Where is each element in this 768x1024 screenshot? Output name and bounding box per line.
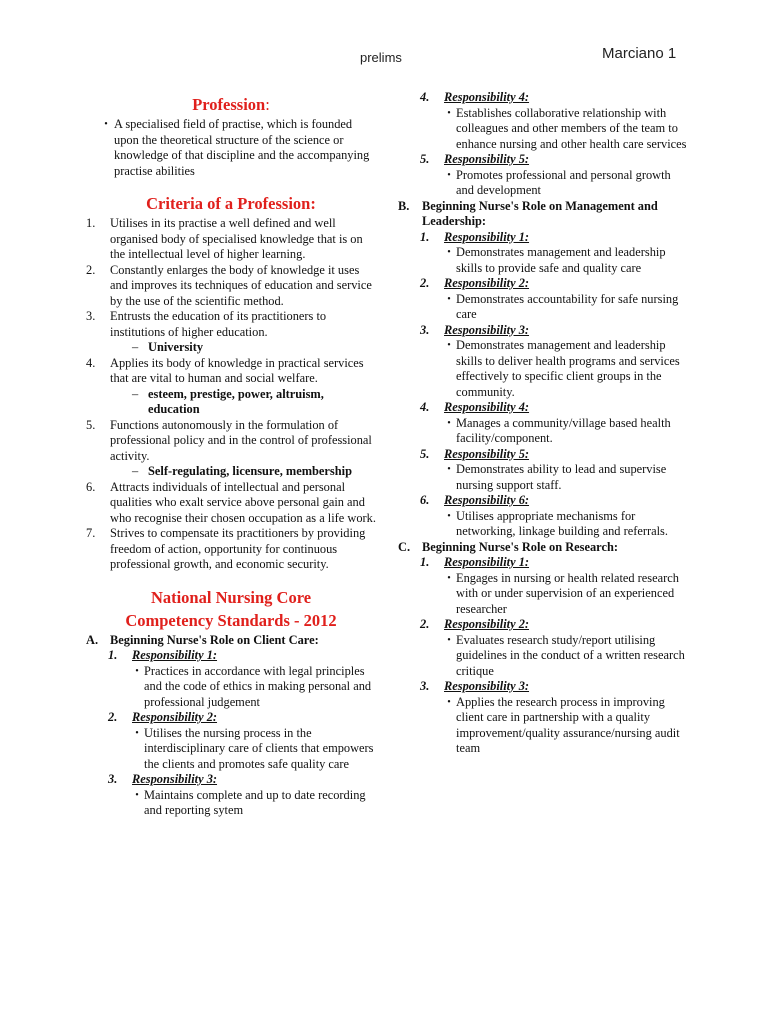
responsibility-description <box>398 338 690 400</box>
section-letter: C. <box>398 539 411 554</box>
responsibility-description <box>398 106 690 153</box>
responsibility-label: Responsibility 2: <box>444 617 530 631</box>
criteria-number: 6. <box>86 479 96 494</box>
responsibility-label: Responsibility 3: <box>444 322 530 337</box>
criteria-number: 5. <box>86 417 96 432</box>
bullet-icon: • <box>447 417 451 429</box>
header-center-text: prelims <box>360 50 402 65</box>
responsibility-number: 5. <box>420 446 430 461</box>
left-column <box>86 90 376 819</box>
responsibility-heading <box>398 276 690 292</box>
criteria-number: 7. <box>86 526 96 540</box>
responsibility-label: Responsibility 3: <box>444 679 530 693</box>
responsibility-description <box>398 416 690 447</box>
responsibility-heading <box>398 323 690 339</box>
responsibility-text: Manages a community/village based health facility/component. <box>456 415 671 445</box>
bullet-icon: • <box>447 340 451 351</box>
section-b-list <box>398 230 690 540</box>
criteria-number: 3. <box>86 309 96 323</box>
responsibility-number: 4. <box>420 400 430 414</box>
section-a-list <box>86 648 376 819</box>
responsibility-heading <box>86 648 376 664</box>
criteria-item <box>86 480 376 527</box>
criteria-subitem-text: esteem, prestige, power, altruism, education <box>148 386 324 416</box>
dash-icon: – <box>132 386 139 401</box>
bullet-icon: • <box>447 572 451 584</box>
responsibility-description <box>86 726 376 773</box>
criteria-number: 2. <box>86 262 96 277</box>
dash-icon: – <box>132 340 139 354</box>
criteria-list <box>86 216 376 573</box>
responsibility-text: Evaluates research study/report utilising guidelines in the conduct of a written research critique <box>456 632 685 678</box>
criteria-subitem <box>86 340 376 356</box>
criteria-text: Functions autonomously in the formulation of professional policy and in the control of professional activity. <box>110 417 372 463</box>
responsibility-text: Maintains complete and up to date recording and reporting sytem <box>144 787 366 817</box>
responsibility-label: Responsibility 4: <box>444 90 530 104</box>
responsibility-description <box>86 788 376 819</box>
right-column <box>398 90 690 757</box>
responsibility-heading <box>398 679 690 695</box>
bullet-icon: • <box>447 247 451 258</box>
section-title: Beginning Nurse's Role on Client Care: <box>110 632 319 647</box>
section-title: Beginning Nurse's Role on Management and Leadership: <box>422 198 658 228</box>
criteria-item <box>86 526 376 573</box>
section-letter: B. <box>398 198 410 213</box>
responsibility-text: Utilises appropriate mechanisms for networking, linkage building and referrals. <box>456 508 668 538</box>
responsibility-number: 3. <box>420 322 430 337</box>
responsibility-label: Responsibility 5: <box>444 446 530 461</box>
bullet-icon: • <box>135 727 139 739</box>
responsibility-description <box>398 695 690 757</box>
section-letter: A. <box>86 632 99 647</box>
responsibility-label: Responsibility 5: <box>444 152 530 166</box>
responsibility-description <box>398 245 690 276</box>
responsibility-label: Responsibility 1: <box>444 229 530 244</box>
responsibility-number: 6. <box>420 493 430 507</box>
responsibility-label: Responsibility 2: <box>444 276 530 290</box>
responsibility-description <box>398 633 690 680</box>
section-c-list <box>398 555 690 757</box>
responsibility-number: 4. <box>420 90 430 104</box>
criteria-item <box>86 418 376 465</box>
responsibility-heading <box>398 555 690 571</box>
responsibility-label: Responsibility 1: <box>132 648 218 662</box>
responsibility-number: 2. <box>420 617 430 631</box>
responsibility-number: 1. <box>108 648 118 662</box>
criteria-text: Entrusts the education of its practitioners to institutions of higher education. <box>110 309 327 339</box>
section-a-heading <box>86 633 376 649</box>
responsibility-heading <box>86 772 376 788</box>
criteria-item <box>86 356 376 387</box>
criteria-subitem-text: University <box>148 340 204 354</box>
profession-heading <box>86 94 376 115</box>
responsibility-heading <box>398 90 690 106</box>
nncs-heading-line-2: Competency Standards - 2012 <box>125 610 337 630</box>
criteria-item <box>86 309 376 340</box>
responsibility-number: 2. <box>108 710 118 724</box>
responsibility-text: Applies the research process in improving client care in partnership with a quality improvement/quality assurance/nursing audit team <box>456 694 680 755</box>
section-a-continued-list <box>398 90 690 199</box>
bullet-icon: • <box>447 107 451 119</box>
bullet-icon: • <box>447 510 451 522</box>
bullet-icon: • <box>135 789 139 801</box>
section-b-heading <box>398 199 690 230</box>
criteria-number: 4. <box>86 355 96 370</box>
responsibility-number: 5. <box>420 152 430 166</box>
responsibility-description <box>398 571 690 618</box>
responsibility-heading <box>398 230 690 246</box>
bullet-icon: • <box>135 665 139 677</box>
bullet-icon: • <box>447 169 451 181</box>
criteria-subitem <box>86 464 376 480</box>
criteria-text: Constantly enlarges the body of knowledge it uses and improves its techniques of education and service by the use of the scientific method. <box>110 262 372 308</box>
criteria-subitem-text: Self-regulating, licensure, membership <box>148 464 352 478</box>
criteria-text: Applies its body of knowledge in practical services that are vital to human and social welfare. <box>110 355 364 385</box>
section-c-heading <box>398 540 690 556</box>
responsibility-text: Demonstrates accountability for safe nursing care <box>456 291 679 321</box>
criteria-item <box>86 216 376 263</box>
responsibility-label: Responsibility 1: <box>444 555 530 569</box>
bullet-icon: • <box>104 119 108 130</box>
responsibility-description <box>398 509 690 540</box>
responsibility-heading <box>86 710 376 726</box>
responsibility-heading <box>398 617 690 633</box>
responsibility-description <box>398 292 690 323</box>
responsibility-label: Responsibility 3: <box>132 772 218 786</box>
section-title: Beginning Nurse's Role on Research: <box>422 539 618 554</box>
responsibility-description <box>398 462 690 493</box>
criteria-text: Utilises in its practise a well defined and well organised body of specialised knowledge that is on the intellectual level of higher learning. <box>110 216 363 261</box>
criteria-heading: Criteria of a Profession: <box>146 194 316 213</box>
nncs-heading-line-1: National Nursing Core <box>150 587 312 607</box>
responsibility-text: Demonstrates ability to lead and supervise nursing support staff. <box>456 462 667 492</box>
responsibility-text: Engages in nursing or health related research with or under supervision of an experienced researcher <box>456 570 679 616</box>
bullet-icon: • <box>447 464 451 475</box>
responsibility-number: 3. <box>108 772 118 786</box>
bullet-icon: • <box>447 634 451 646</box>
responsibility-text: Demonstrates management and leadership skills to provide safe and quality care <box>456 245 666 275</box>
responsibility-number: 1. <box>420 229 430 244</box>
responsibility-heading <box>398 400 690 416</box>
criteria-text: Attracts individuals of intellectual and personal qualities who exalt service above personal gain and who recognise their chosen occupation as a life work. <box>110 479 376 525</box>
bullet-icon: • <box>447 696 451 708</box>
responsibility-label: Responsibility 2: <box>132 710 218 724</box>
responsibility-text: Promotes professional and personal growth and development <box>456 167 671 197</box>
responsibility-number: 2. <box>420 276 430 290</box>
responsibility-description <box>398 168 690 199</box>
profession-title: Profession <box>192 95 266 114</box>
profession-definition-text: A specialised field of practise, which is founded upon the theoretical structure of the science or knowledge of that discipline and the accompanying practise abilities <box>114 117 370 178</box>
criteria-text: Strives to compensate its practitioners by providing freedom of action, opportunity for continuous professional growth, and economic security. <box>110 526 366 571</box>
responsibility-number: 3. <box>420 679 430 693</box>
responsibility-number: 1. <box>420 555 430 569</box>
responsibility-label: Responsibility 6: <box>444 493 530 507</box>
criteria-subitem <box>86 387 376 418</box>
profession-definition <box>86 117 376 179</box>
responsibility-label: Responsibility 4: <box>444 400 530 414</box>
responsibility-heading <box>398 493 690 509</box>
responsibility-text: Demonstrates management and leadership skills to deliver health programs and services effectively to specific client groups in the community. <box>456 338 680 399</box>
responsibility-text: Establishes collaborative relationship with colleagues and other members of the team to enhance nursing and other health care services <box>456 105 687 151</box>
profession-colon: : <box>265 95 270 114</box>
criteria-number: 1. <box>86 216 96 230</box>
criteria-item <box>86 263 376 310</box>
bullet-icon: • <box>447 293 451 305</box>
responsibility-description <box>86 664 376 711</box>
responsibility-text: Practices in accordance with legal principles and the code of ethics in making personal and professional judgement <box>144 663 372 709</box>
responsibility-text: Utilises the nursing process in the interdisciplinary care of clients that empowers the clients and promotes safe quality care <box>144 725 374 771</box>
responsibility-heading <box>398 447 690 463</box>
header-page-label: Marciano 1 <box>602 45 677 62</box>
dash-icon: – <box>132 464 139 478</box>
responsibility-heading <box>398 152 690 168</box>
